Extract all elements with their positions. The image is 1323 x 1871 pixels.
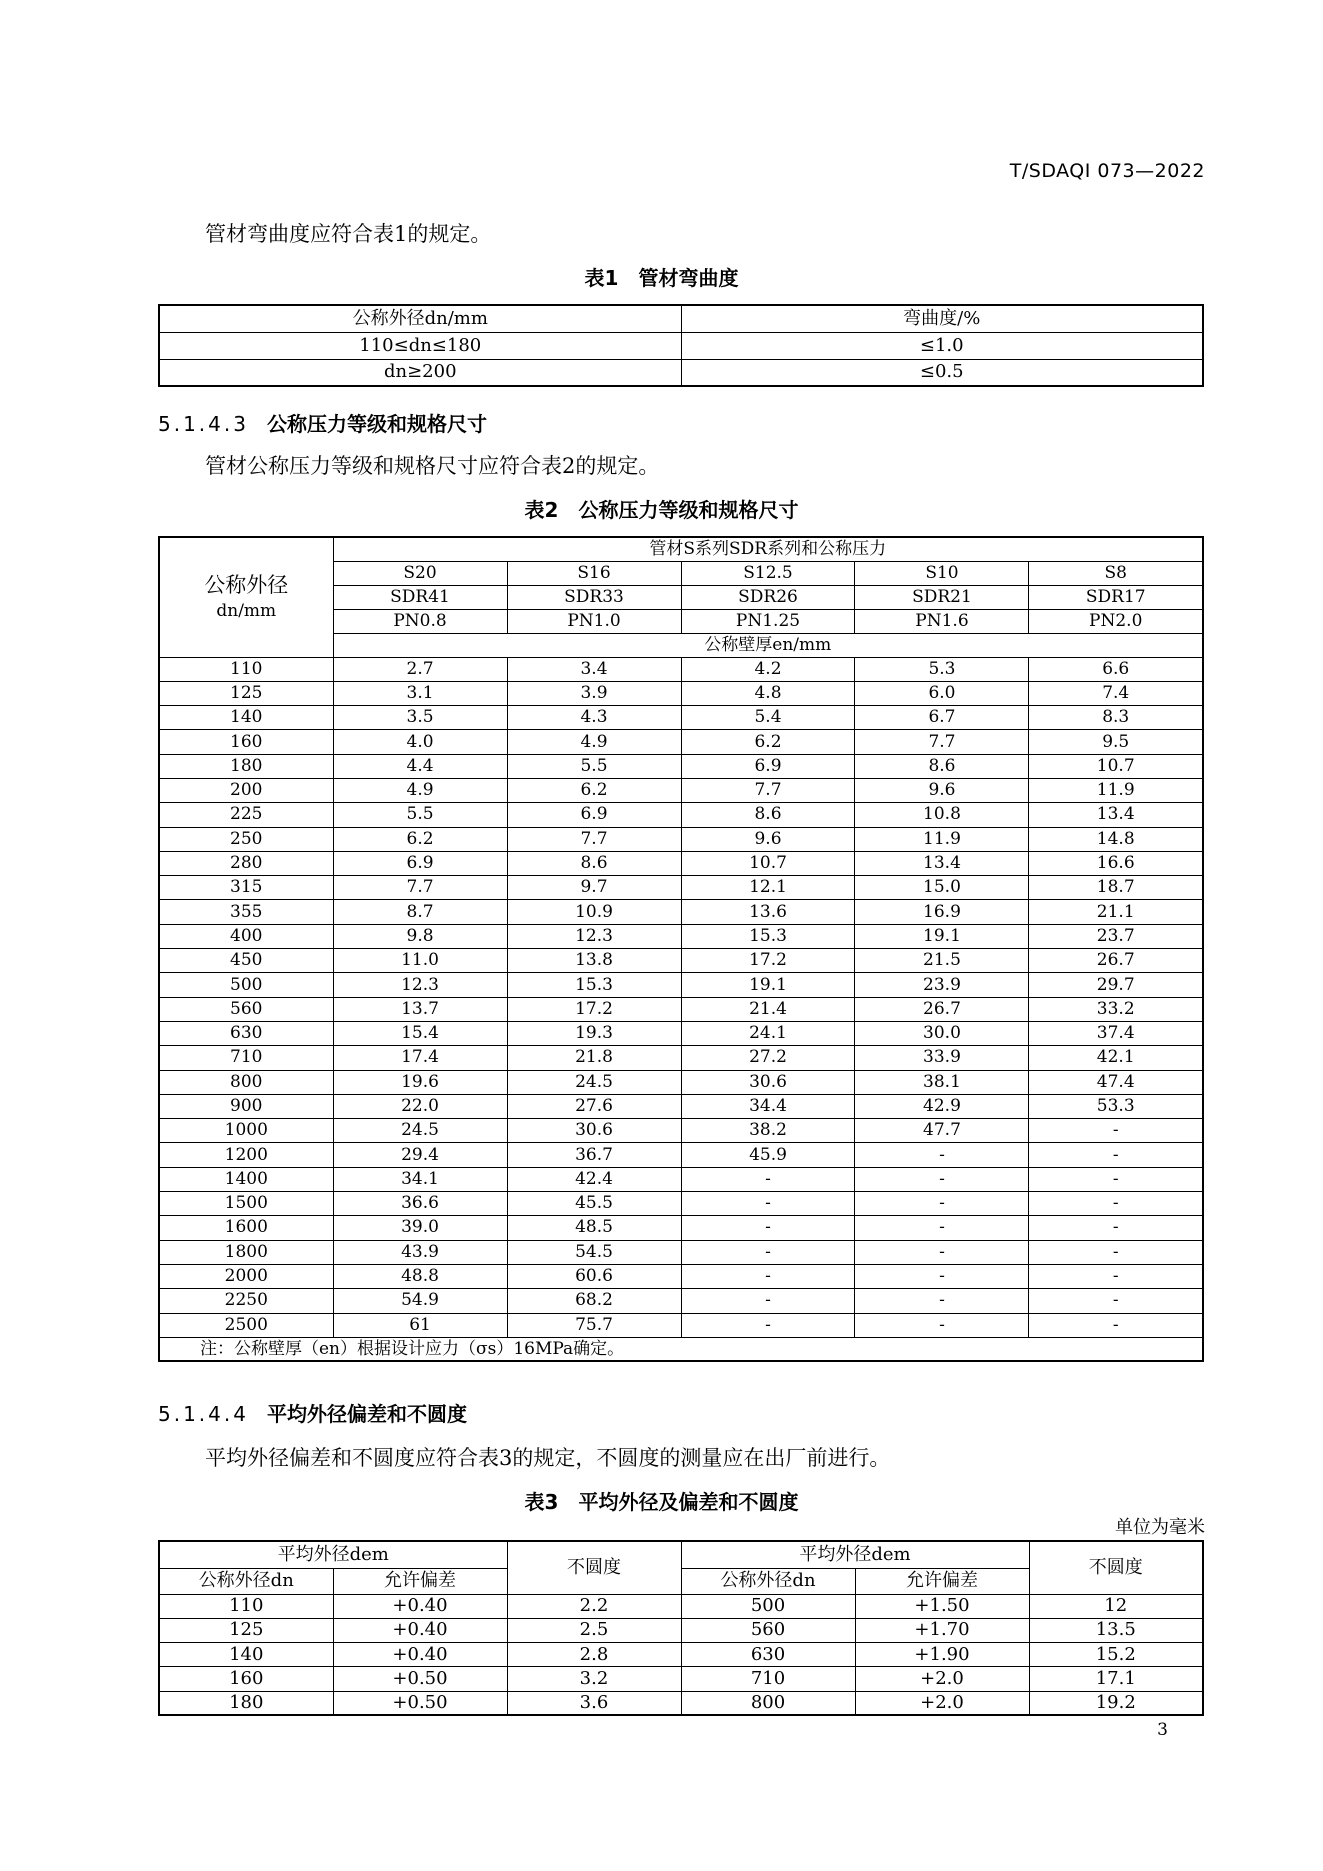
table-row (159, 359, 1203, 386)
wall-thickness-cell: 18.7 (1029, 876, 1203, 900)
wall-thickness-cell: 15.0 (855, 876, 1029, 900)
table-cell: 800 (681, 1691, 855, 1715)
diameter-cell: 2500 (159, 1313, 333, 1337)
table-cell: 17.1 (1029, 1667, 1203, 1691)
section-heading-5-1-4-3 (158, 408, 487, 437)
table-cell: 140 (159, 1643, 333, 1667)
wall-thickness-cell: 4.8 (681, 681, 855, 705)
wall-thickness-cell: 5.3 (855, 657, 1029, 681)
group-header-cell: 平均外径dem (681, 1541, 1029, 1568)
table-row (159, 1594, 1203, 1618)
table-cell: 110 (159, 1594, 333, 1618)
table-row (159, 1667, 1203, 1691)
wall-thickness-cell: 19.1 (681, 973, 855, 997)
diameter-cell: 400 (159, 924, 333, 948)
table-row (159, 1337, 1203, 1361)
wall-thickness-cell: 5.5 (333, 803, 507, 827)
table-row (159, 1264, 1203, 1288)
wall-thickness-cell: 7.7 (855, 730, 1029, 754)
wall-thickness-cell: 24.1 (681, 1021, 855, 1045)
wall-thickness-cell: 14.8 (1029, 827, 1203, 851)
series-pn-cell: PN2.0 (1029, 609, 1203, 633)
wall-thickness-cell: 37.4 (1029, 1021, 1203, 1045)
table2-note: 注：公称壁厚（en）根据设计应力（σs）16MPa确定。 (159, 1337, 1203, 1361)
wall-thickness-cell: 2.7 (333, 657, 507, 681)
wall-thickness-cell: - (1029, 1264, 1203, 1288)
wall-thickness-cell: 39.0 (333, 1216, 507, 1240)
wall-thickness-header: 公称壁厚en/mm (333, 633, 1203, 657)
table-cell: 630 (681, 1643, 855, 1667)
table-row (159, 657, 1203, 681)
diameter-cell: 355 (159, 900, 333, 924)
wall-thickness-cell: 29.7 (1029, 973, 1203, 997)
table-cell: 2.2 (507, 1594, 681, 1618)
wall-thickness-cell: 16.6 (1029, 851, 1203, 875)
wall-thickness-cell: 6.2 (507, 778, 681, 802)
wall-thickness-cell: 19.3 (507, 1021, 681, 1045)
wall-thickness-cell: 26.7 (855, 997, 1029, 1021)
table-row (159, 1070, 1203, 1094)
table-row (159, 1691, 1203, 1715)
table-cell: 15.2 (1029, 1643, 1203, 1667)
document-code: T/SDAQI 073—2022 (1009, 160, 1205, 182)
series-pn-cell: PN0.8 (333, 609, 507, 633)
wall-thickness-cell: 10.7 (1029, 754, 1203, 778)
header-cell: 弯曲度/% (681, 305, 1203, 332)
sub-header-tolerance: 允许偏差 (333, 1568, 507, 1594)
wall-thickness-cell: 33.9 (855, 1046, 1029, 1070)
wall-thickness-cell: 34.4 (681, 1094, 855, 1118)
diameter-cell: 1200 (159, 1143, 333, 1167)
diameter-cell: 500 (159, 973, 333, 997)
diameter-cell: 125 (159, 681, 333, 705)
wall-thickness-cell: 30.6 (507, 1119, 681, 1143)
wall-thickness-cell: - (1029, 1143, 1203, 1167)
table-cell: 180 (159, 1691, 333, 1715)
wall-thickness-cell: - (1029, 1313, 1203, 1337)
wall-thickness-cell: 19.6 (333, 1070, 507, 1094)
wall-thickness-cell: 13.7 (333, 997, 507, 1021)
table-cell: 560 (681, 1618, 855, 1642)
table-cell: ≤1.0 (681, 332, 1203, 359)
section-title: 平均外径偏差和不圆度 (266, 1402, 467, 1426)
diameter-cell: 2250 (159, 1289, 333, 1313)
table-row (159, 1094, 1203, 1118)
table-row (159, 778, 1203, 802)
table-row (159, 1119, 1203, 1143)
wall-thickness-cell: - (681, 1313, 855, 1337)
group-header-cell: 平均外径dem (159, 1541, 507, 1568)
table-row (159, 305, 1203, 332)
wall-thickness-cell: 68.2 (507, 1289, 681, 1313)
wall-thickness-cell: 42.1 (1029, 1046, 1203, 1070)
wall-thickness-cell: 48.8 (333, 1264, 507, 1288)
table-cell: dn≥200 (159, 359, 681, 386)
section-heading-5-1-4-4 (158, 1398, 467, 1427)
table3-unit-label: 单位为毫米 (1115, 1517, 1205, 1538)
wall-thickness-cell: 13.8 (507, 949, 681, 973)
wall-thickness-cell: 24.5 (507, 1070, 681, 1094)
table-row (159, 1313, 1203, 1337)
wall-thickness-cell: 17.2 (681, 949, 855, 973)
paragraph-table1-intro: 管材弯曲度应符合表1的规定。 (205, 222, 492, 246)
diameter-cell: 1800 (159, 1240, 333, 1264)
table-cell: +2.0 (855, 1691, 1029, 1715)
sub-header-tolerance: 允许偏差 (855, 1568, 1029, 1594)
wall-thickness-cell: 3.4 (507, 657, 681, 681)
wall-thickness-cell: 60.6 (507, 1264, 681, 1288)
wall-thickness-cell: - (1029, 1216, 1203, 1240)
wall-thickness-cell: 21.4 (681, 997, 855, 1021)
header-cell: 公称外径dn/mm (159, 305, 681, 332)
table-row (159, 1046, 1203, 1070)
table-cell: 12 (1029, 1594, 1203, 1618)
wall-thickness-cell: 45.5 (507, 1192, 681, 1216)
wall-thickness-cell: 6.0 (855, 681, 1029, 705)
table-row (159, 706, 1203, 730)
wall-thickness-cell: - (855, 1289, 1029, 1313)
wall-thickness-cell: 17.4 (333, 1046, 507, 1070)
diameter-cell: 315 (159, 876, 333, 900)
wall-thickness-cell: 42.9 (855, 1094, 1029, 1118)
wall-thickness-cell: - (681, 1289, 855, 1313)
table-cell: +0.40 (333, 1643, 507, 1667)
wall-thickness-cell: 10.8 (855, 803, 1029, 827)
table2-pressure-dimensions (158, 536, 1204, 1362)
section-number: 5.1.4.3 (158, 412, 249, 436)
table-row (159, 1643, 1203, 1667)
series-s-cell: S8 (1029, 561, 1203, 585)
series-sdr-cell: SDR21 (855, 585, 1029, 609)
table-cell: +2.0 (855, 1667, 1029, 1691)
table-cell: 13.5 (1029, 1618, 1203, 1642)
paragraph-table3-intro: 平均外径偏差和不圆度应符合表3的规定，不圆度的测量应在出厂前进行。 (205, 1446, 891, 1470)
wall-thickness-cell: - (1029, 1119, 1203, 1143)
series-pn-cell: PN1.25 (681, 609, 855, 633)
series-sdr-cell: SDR17 (1029, 585, 1203, 609)
table-row (159, 1289, 1203, 1313)
table-row (159, 754, 1203, 778)
wall-thickness-cell: 12.1 (681, 876, 855, 900)
wall-thickness-cell: 54.5 (507, 1240, 681, 1264)
row-header-line1: 公称外径 (204, 572, 289, 597)
diameter-cell: 225 (159, 803, 333, 827)
wall-thickness-cell: 7.4 (1029, 681, 1203, 705)
diameter-cell: 800 (159, 1070, 333, 1094)
wall-thickness-cell: 30.6 (681, 1070, 855, 1094)
table-cell: 125 (159, 1618, 333, 1642)
table-row (159, 827, 1203, 851)
wall-thickness-cell: 5.4 (681, 706, 855, 730)
wall-thickness-cell: 8.3 (1029, 706, 1203, 730)
wall-thickness-cell: 7.7 (507, 827, 681, 851)
wall-thickness-cell: 38.2 (681, 1119, 855, 1143)
diameter-cell: 1400 (159, 1167, 333, 1191)
table-cell: +1.70 (855, 1618, 1029, 1642)
diameter-cell: 110 (159, 657, 333, 681)
table-row (159, 949, 1203, 973)
wall-thickness-cell: - (1029, 1240, 1203, 1264)
wall-thickness-cell: 21.8 (507, 1046, 681, 1070)
wall-thickness-cell: 6.2 (681, 730, 855, 754)
table-cell: +1.50 (855, 1594, 1029, 1618)
wall-thickness-cell: 8.6 (507, 851, 681, 875)
table-row (159, 681, 1203, 705)
wall-thickness-cell: 3.5 (333, 706, 507, 730)
table-cell: +0.40 (333, 1594, 507, 1618)
wall-thickness-cell: 4.4 (333, 754, 507, 778)
table-cell: +1.90 (855, 1643, 1029, 1667)
wall-thickness-cell: 6.6 (1029, 657, 1203, 681)
wall-thickness-cell: 29.4 (333, 1143, 507, 1167)
wall-thickness-cell: 13.4 (855, 851, 1029, 875)
wall-thickness-cell: 4.0 (333, 730, 507, 754)
wall-thickness-cell: 42.4 (507, 1167, 681, 1191)
table2-caption: 表2 公称压力等级和规格尺寸 (524, 498, 799, 522)
wall-thickness-cell: - (855, 1167, 1029, 1191)
wall-thickness-cell: 22.0 (333, 1094, 507, 1118)
wall-thickness-cell: 3.9 (507, 681, 681, 705)
series-s-cell: S12.5 (681, 561, 855, 585)
table-row (159, 1021, 1203, 1045)
table-row (159, 1192, 1203, 1216)
series-sdr-cell: SDR41 (333, 585, 507, 609)
wall-thickness-cell: 43.9 (333, 1240, 507, 1264)
wall-thickness-cell: - (855, 1143, 1029, 1167)
series-sdr-cell: SDR33 (507, 585, 681, 609)
wall-thickness-cell: 6.7 (855, 706, 1029, 730)
wall-thickness-cell: 27.2 (681, 1046, 855, 1070)
diameter-cell: 140 (159, 706, 333, 730)
wall-thickness-cell: 23.9 (855, 973, 1029, 997)
table-row (159, 924, 1203, 948)
table-row (159, 1167, 1203, 1191)
table3-mean-diameter (158, 1540, 1204, 1716)
wall-thickness-cell: 15.4 (333, 1021, 507, 1045)
wall-thickness-cell: 23.7 (1029, 924, 1203, 948)
sub-header-dn: 公称外径dn (159, 1568, 333, 1594)
diameter-cell: 1600 (159, 1216, 333, 1240)
wall-thickness-cell: 30.0 (855, 1021, 1029, 1045)
table-cell: 2.5 (507, 1618, 681, 1642)
table1-caption: 表1 管材弯曲度 (584, 266, 739, 290)
wall-thickness-cell: - (855, 1264, 1029, 1288)
table-cell: 3.2 (507, 1667, 681, 1691)
table-row (159, 730, 1203, 754)
wall-thickness-cell: 9.6 (855, 778, 1029, 802)
wall-thickness-cell: 27.6 (507, 1094, 681, 1118)
wall-thickness-cell: 8.6 (855, 754, 1029, 778)
wall-thickness-cell: 11.0 (333, 949, 507, 973)
table-cell: +0.40 (333, 1618, 507, 1642)
table-cell: +0.50 (333, 1691, 507, 1715)
table-row (159, 851, 1203, 875)
table-cell: 500 (681, 1594, 855, 1618)
wall-thickness-cell: 21.5 (855, 949, 1029, 973)
diameter-cell: 280 (159, 851, 333, 875)
wall-thickness-cell: 47.4 (1029, 1070, 1203, 1094)
wall-thickness-cell: - (855, 1192, 1029, 1216)
wall-thickness-cell: 26.7 (1029, 949, 1203, 973)
table-row (159, 537, 1203, 561)
table-row (159, 997, 1203, 1021)
section-title: 公称压力等级和规格尺寸 (266, 412, 487, 436)
wall-thickness-cell: 4.2 (681, 657, 855, 681)
wall-thickness-cell: - (681, 1240, 855, 1264)
wall-thickness-cell: 6.9 (681, 754, 855, 778)
wall-thickness-cell: 36.7 (507, 1143, 681, 1167)
wall-thickness-cell: 11.9 (855, 827, 1029, 851)
wall-thickness-cell: 16.9 (855, 900, 1029, 924)
wall-thickness-cell: 36.6 (333, 1192, 507, 1216)
wall-thickness-cell: 15.3 (681, 924, 855, 948)
series-s-cell: S16 (507, 561, 681, 585)
series-s-cell: S20 (333, 561, 507, 585)
wall-thickness-cell: 61 (333, 1313, 507, 1337)
table-row (159, 900, 1203, 924)
wall-thickness-cell: 54.9 (333, 1289, 507, 1313)
paragraph-table2-intro: 管材公称压力等级和规格尺寸应符合表2的规定。 (205, 454, 660, 478)
table-row (159, 876, 1203, 900)
wall-thickness-cell: 48.5 (507, 1216, 681, 1240)
table-cell: 110≤dn≤180 (159, 332, 681, 359)
wall-thickness-cell: 8.6 (681, 803, 855, 827)
section-number: 5.1.4.4 (158, 1402, 249, 1426)
wall-thickness-cell: 6.9 (507, 803, 681, 827)
wall-thickness-cell: 13.4 (1029, 803, 1203, 827)
wall-thickness-cell: 13.6 (681, 900, 855, 924)
table3-caption: 表3 平均外径及偏差和不圆度 (524, 1490, 799, 1514)
table-cell: 3.6 (507, 1691, 681, 1715)
page-number: 3 (1157, 1720, 1168, 1740)
table-cell: 160 (159, 1667, 333, 1691)
wall-thickness-cell: 7.7 (333, 876, 507, 900)
ovality-header: 不圆度 (1029, 1541, 1203, 1594)
wall-thickness-cell: 19.1 (855, 924, 1029, 948)
wall-thickness-cell: 4.9 (507, 730, 681, 754)
wall-thickness-cell: - (855, 1313, 1029, 1337)
row-header-cell (159, 537, 333, 657)
table-row (159, 973, 1203, 997)
wall-thickness-cell: 9.5 (1029, 730, 1203, 754)
table-cell: ≤0.5 (681, 359, 1203, 386)
wall-thickness-cell: - (1029, 1289, 1203, 1313)
wall-thickness-cell: 15.3 (507, 973, 681, 997)
wall-thickness-cell: 5.5 (507, 754, 681, 778)
diameter-cell: 450 (159, 949, 333, 973)
wall-thickness-cell: 12.3 (507, 924, 681, 948)
wall-thickness-cell: 10.9 (507, 900, 681, 924)
diameter-cell: 180 (159, 754, 333, 778)
wall-thickness-cell: 9.8 (333, 924, 507, 948)
wall-thickness-cell: 24.5 (333, 1119, 507, 1143)
wall-thickness-cell: 38.1 (855, 1070, 1029, 1094)
wall-thickness-cell: - (681, 1264, 855, 1288)
wall-thickness-cell: 10.7 (681, 851, 855, 875)
wall-thickness-cell: 17.2 (507, 997, 681, 1021)
wall-thickness-cell: - (681, 1167, 855, 1191)
wall-thickness-cell: 12.3 (333, 973, 507, 997)
wall-thickness-cell: 21.1 (1029, 900, 1203, 924)
wall-thickness-cell: 6.9 (333, 851, 507, 875)
wall-thickness-cell: - (1029, 1167, 1203, 1191)
wall-thickness-cell: 11.9 (1029, 778, 1203, 802)
series-pn-cell: PN1.0 (507, 609, 681, 633)
diameter-cell: 710 (159, 1046, 333, 1070)
wall-thickness-cell: 6.2 (333, 827, 507, 851)
diameter-cell: 160 (159, 730, 333, 754)
table-row (159, 1541, 1203, 1568)
table-cell: 2.8 (507, 1643, 681, 1667)
wall-thickness-cell: 8.7 (333, 900, 507, 924)
ovality-header: 不圆度 (507, 1541, 681, 1594)
table1-bending (158, 304, 1204, 387)
row-header-line2: dn/mm (216, 601, 277, 622)
wall-thickness-cell: - (1029, 1192, 1203, 1216)
wall-thickness-cell: 4.3 (507, 706, 681, 730)
diameter-cell: 900 (159, 1094, 333, 1118)
table-cell: +0.50 (333, 1667, 507, 1691)
diameter-cell: 200 (159, 778, 333, 802)
wall-thickness-cell: 75.7 (507, 1313, 681, 1337)
wall-thickness-cell: - (855, 1240, 1029, 1264)
wall-thickness-cell: 34.1 (333, 1167, 507, 1191)
series-pn-cell: PN1.6 (855, 609, 1029, 633)
table-cell: 19.2 (1029, 1691, 1203, 1715)
wall-thickness-cell: 47.7 (855, 1119, 1029, 1143)
wall-thickness-cell: 53.3 (1029, 1094, 1203, 1118)
table-row (159, 1216, 1203, 1240)
table-row (159, 332, 1203, 359)
diameter-cell: 2000 (159, 1264, 333, 1288)
diameter-cell: 1000 (159, 1119, 333, 1143)
wall-thickness-cell: 4.9 (333, 778, 507, 802)
wall-thickness-cell: - (855, 1216, 1029, 1240)
wall-thickness-cell: 7.7 (681, 778, 855, 802)
series-s-cell: S10 (855, 561, 1029, 585)
sub-header-dn: 公称外径dn (681, 1568, 855, 1594)
table-row (159, 1240, 1203, 1264)
wall-thickness-cell: - (681, 1192, 855, 1216)
diameter-cell: 1500 (159, 1192, 333, 1216)
wall-thickness-cell: - (681, 1216, 855, 1240)
table-row (159, 1618, 1203, 1642)
wall-thickness-cell: 45.9 (681, 1143, 855, 1167)
diameter-cell: 560 (159, 997, 333, 1021)
series-sdr-cell: SDR26 (681, 585, 855, 609)
wall-thickness-cell: 33.2 (1029, 997, 1203, 1021)
diameter-cell: 630 (159, 1021, 333, 1045)
wall-thickness-cell: 3.1 (333, 681, 507, 705)
wall-thickness-cell: 9.6 (681, 827, 855, 851)
table-cell: 710 (681, 1667, 855, 1691)
table-row (159, 803, 1203, 827)
group-header-cell: 管材S系列SDR系列和公称压力 (333, 537, 1203, 561)
table-row (159, 1143, 1203, 1167)
diameter-cell: 250 (159, 827, 333, 851)
wall-thickness-cell: 9.7 (507, 876, 681, 900)
